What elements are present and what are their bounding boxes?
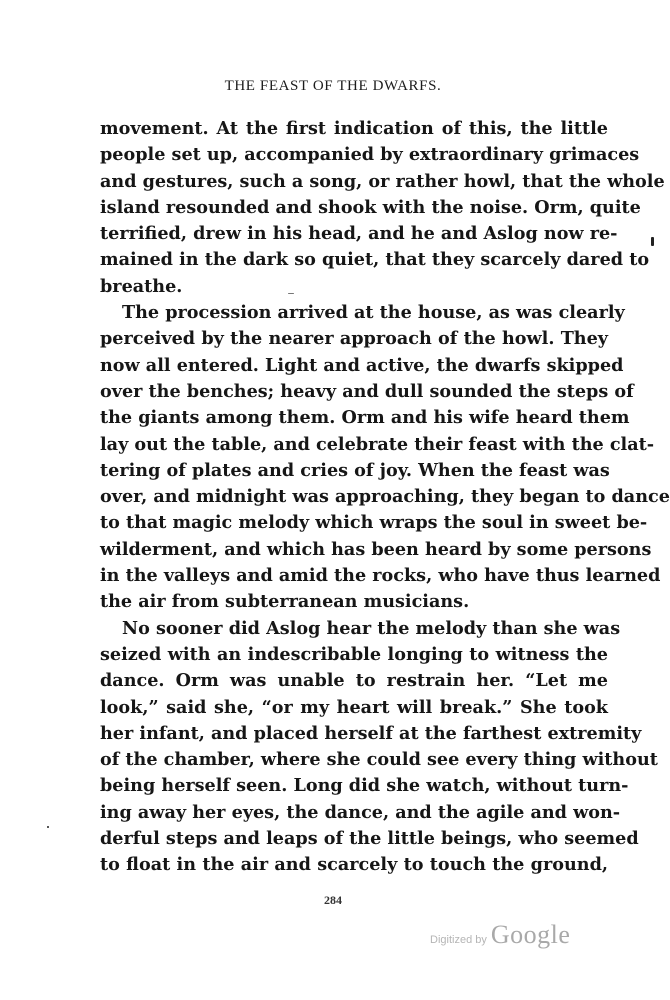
text-line: island resounded and shook with the noise. Orm, quite [100, 196, 641, 218]
text-line: lay out the table, and celebrate their feast with the clat- [100, 433, 655, 455]
scan-speck [47, 826, 49, 828]
paragraph-start-line: The procession arrived at the house, as was clearly [122, 302, 625, 324]
page-number: 284 [324, 893, 342, 907]
text-line: to that magic melody which wraps the soul in sweet be- [100, 512, 648, 534]
scan-speck [288, 293, 294, 294]
text-line: ing away her eyes, the dance, and the agile and won- [100, 801, 621, 823]
text-line: tering of plates and cries of joy. When the feast was [100, 459, 610, 481]
text-line: now all entered. Light and active, the dwarfs skipped [100, 354, 624, 376]
text-line: the giants among them. Orm and his wife heard them [100, 407, 630, 429]
text-line: wilderment, and which has been heard by some persons [100, 538, 652, 560]
scan-speck [651, 237, 654, 246]
text-line: look,” said she, “or my heart will break.” She took [100, 696, 608, 718]
text-line: to float in the air and scarcely to touch the ground, [100, 854, 608, 876]
running-head: THE FEAST OF THE DWARFS. [224, 78, 442, 94]
text-line: being herself seen. Long did she watch, without turn- [100, 775, 629, 797]
text-line: movement. At the first indication of this, the little [100, 118, 608, 139]
page-body [100, 116, 670, 879]
text-line: mained in the dark so quiet, that they scarcely dared to [100, 249, 650, 271]
watermark-prefix: Digitized by [430, 934, 487, 946]
digitized-watermark [430, 920, 570, 950]
text-line: dance. Orm was unable to restrain her. “Let me [100, 670, 608, 692]
text-line: seized with an indescribable longing to witness the [100, 643, 608, 665]
text-line: derful steps and leaps of the little beings, who seemed [100, 828, 639, 850]
paragraph-start-line: No sooner did Aslog hear the melody than she was [122, 617, 621, 639]
google-logo: Google [490, 920, 571, 949]
text-line: in the valleys and amid the rocks, who have thus learned [100, 565, 661, 587]
paragraph-end-line: breathe. [100, 275, 183, 297]
text-line: perceived by the nearer approach of the howl. They [100, 328, 608, 350]
text-line: over, and midnight was approaching, they began to dance [100, 486, 670, 508]
text-line: of the chamber, where she could see every thing without [100, 749, 658, 771]
text-line: over the benches; heavy and dull sounded the steps of [100, 380, 634, 402]
paragraph-end-line: the air from subterranean musicians. [100, 591, 470, 613]
text-line: her infant, and placed herself at the farthest extremity [100, 722, 642, 744]
text-line: people set up, accompanied by extraordinary grimaces [100, 144, 640, 166]
text-line: and gestures, such a song, or rather howl, that the whole [100, 170, 665, 192]
text-line: terrified, drew in his head, and he and Aslog now re- [100, 223, 618, 245]
